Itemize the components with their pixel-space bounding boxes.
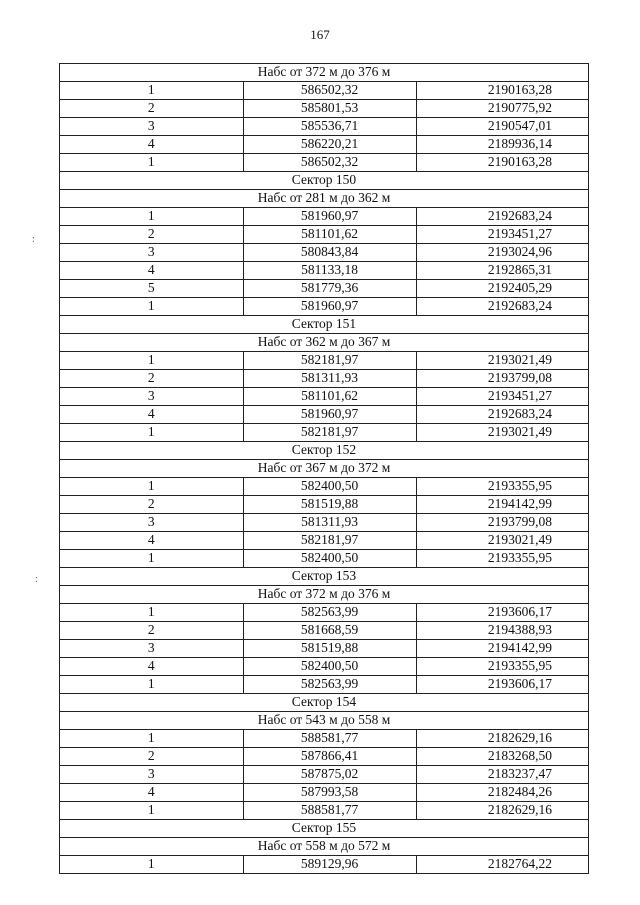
table-row — [60, 514, 589, 532]
point-number: 4 — [60, 658, 244, 676]
x-coordinate: 586502,32 — [243, 154, 416, 172]
y-coordinate: 2192865,31 — [416, 262, 588, 280]
x-coordinate: 588581,77 — [243, 802, 416, 820]
x-coordinate: 581519,88 — [243, 640, 416, 658]
point-number: 3 — [60, 766, 244, 784]
table-row — [60, 298, 589, 316]
x-coordinate: 580843,84 — [243, 244, 416, 262]
section-header-row — [60, 712, 589, 730]
y-coordinate: 2182629,16 — [416, 730, 588, 748]
table-row — [60, 748, 589, 766]
x-coordinate: 582563,99 — [243, 676, 416, 694]
table-row — [60, 352, 589, 370]
x-coordinate: 581960,97 — [243, 298, 416, 316]
x-coordinate: 581311,93 — [243, 370, 416, 388]
y-coordinate: 2193606,17 — [416, 676, 588, 694]
y-coordinate: 2189936,14 — [416, 136, 588, 154]
table-row — [60, 604, 589, 622]
coordinates-table-body — [60, 64, 589, 874]
x-coordinate: 587875,02 — [243, 766, 416, 784]
x-coordinate: 581101,62 — [243, 226, 416, 244]
table-row — [60, 280, 589, 298]
point-number: 1 — [60, 298, 244, 316]
table-row — [60, 208, 589, 226]
table-row — [60, 100, 589, 118]
table-row — [60, 406, 589, 424]
section-header-row — [60, 172, 589, 190]
y-coordinate: 2192683,24 — [416, 406, 588, 424]
x-coordinate: 581668,59 — [243, 622, 416, 640]
point-number: 2 — [60, 226, 244, 244]
section-header-row — [60, 838, 589, 856]
point-number: 1 — [60, 424, 244, 442]
table-row — [60, 550, 589, 568]
table-row — [60, 136, 589, 154]
point-number: 1 — [60, 676, 244, 694]
section-header-row — [60, 190, 589, 208]
table-row — [60, 658, 589, 676]
section-header: Набс от 372 м до 376 м — [60, 64, 589, 82]
y-coordinate: 2193355,95 — [416, 550, 588, 568]
y-coordinate: 2192405,29 — [416, 280, 588, 298]
y-coordinate: 2190163,28 — [416, 82, 588, 100]
point-number: 1 — [60, 604, 244, 622]
y-coordinate: 2192683,24 — [416, 208, 588, 226]
section-header: Набс от 558 м до 572 м — [60, 838, 589, 856]
point-number: 4 — [60, 136, 244, 154]
x-coordinate: 589129,96 — [243, 856, 416, 874]
point-number: 4 — [60, 406, 244, 424]
section-header-row — [60, 820, 589, 838]
section-header-row — [60, 586, 589, 604]
x-coordinate: 582400,50 — [243, 658, 416, 676]
y-coordinate: 2182484,26 — [416, 784, 588, 802]
section-header-row — [60, 334, 589, 352]
table-row — [60, 118, 589, 136]
section-header-row — [60, 442, 589, 460]
table-row — [60, 532, 589, 550]
table-row — [60, 784, 589, 802]
point-number: 2 — [60, 496, 244, 514]
point-number: 1 — [60, 352, 244, 370]
section-header: Набс от 543 м до 558 м — [60, 712, 589, 730]
x-coordinate: 582181,97 — [243, 532, 416, 550]
x-coordinate: 585801,53 — [243, 100, 416, 118]
section-header-row — [60, 568, 589, 586]
x-coordinate: 587866,41 — [243, 748, 416, 766]
point-number: 1 — [60, 856, 244, 874]
x-coordinate: 581101,62 — [243, 388, 416, 406]
section-header: Набс от 372 м до 376 м — [60, 586, 589, 604]
table-row — [60, 622, 589, 640]
table-row — [60, 766, 589, 784]
table-row — [60, 856, 589, 874]
x-coordinate: 581311,93 — [243, 514, 416, 532]
point-number: 5 — [60, 280, 244, 298]
y-coordinate: 2183237,47 — [416, 766, 588, 784]
table-row — [60, 262, 589, 280]
margin-mark: : — [32, 234, 35, 245]
point-number: 4 — [60, 784, 244, 802]
section-header-row — [60, 316, 589, 334]
table-row — [60, 640, 589, 658]
y-coordinate: 2193799,08 — [416, 370, 588, 388]
x-coordinate: 581779,36 — [243, 280, 416, 298]
point-number: 1 — [60, 730, 244, 748]
x-coordinate: 582400,50 — [243, 550, 416, 568]
table-row — [60, 226, 589, 244]
margin-mark: : — [35, 574, 38, 585]
table-row — [60, 82, 589, 100]
point-number: 2 — [60, 748, 244, 766]
table-row — [60, 802, 589, 820]
point-number: 4 — [60, 262, 244, 280]
y-coordinate: 2194142,99 — [416, 496, 588, 514]
y-coordinate: 2182629,16 — [416, 802, 588, 820]
table-row — [60, 478, 589, 496]
section-header: Сектор 152 — [60, 442, 589, 460]
table-row — [60, 730, 589, 748]
section-header: Набс от 362 м до 367 м — [60, 334, 589, 352]
point-number: 1 — [60, 154, 244, 172]
x-coordinate: 588581,77 — [243, 730, 416, 748]
y-coordinate: 2193355,95 — [416, 478, 588, 496]
point-number: 2 — [60, 100, 244, 118]
section-header: Набс от 367 м до 372 м — [60, 460, 589, 478]
x-coordinate: 582400,50 — [243, 478, 416, 496]
table-row — [60, 370, 589, 388]
x-coordinate: 586220,21 — [243, 136, 416, 154]
y-coordinate: 2190775,92 — [416, 100, 588, 118]
x-coordinate: 582181,97 — [243, 352, 416, 370]
x-coordinate: 582181,97 — [243, 424, 416, 442]
point-number: 3 — [60, 514, 244, 532]
table-row — [60, 424, 589, 442]
y-coordinate: 2183268,50 — [416, 748, 588, 766]
section-header-row — [60, 460, 589, 478]
point-number: 3 — [60, 640, 244, 658]
x-coordinate: 581960,97 — [243, 208, 416, 226]
x-coordinate: 582563,99 — [243, 604, 416, 622]
point-number: 3 — [60, 388, 244, 406]
y-coordinate: 2193021,49 — [416, 532, 588, 550]
point-number: 2 — [60, 622, 244, 640]
y-coordinate: 2193451,27 — [416, 388, 588, 406]
section-header: Набс от 281 м до 362 м — [60, 190, 589, 208]
y-coordinate: 2192683,24 — [416, 298, 588, 316]
x-coordinate: 587993,58 — [243, 784, 416, 802]
y-coordinate: 2182764,22 — [416, 856, 588, 874]
y-coordinate: 2193355,95 — [416, 658, 588, 676]
x-coordinate: 581960,97 — [243, 406, 416, 424]
table-row — [60, 388, 589, 406]
section-header-row — [60, 64, 589, 82]
y-coordinate: 2194142,99 — [416, 640, 588, 658]
point-number: 1 — [60, 478, 244, 496]
table-row — [60, 496, 589, 514]
x-coordinate: 585536,71 — [243, 118, 416, 136]
section-header: Сектор 155 — [60, 820, 589, 838]
section-header: Сектор 151 — [60, 316, 589, 334]
x-coordinate: 581519,88 — [243, 496, 416, 514]
y-coordinate: 2193024,96 — [416, 244, 588, 262]
point-number: 1 — [60, 208, 244, 226]
section-header: Сектор 154 — [60, 694, 589, 712]
table-row — [60, 676, 589, 694]
point-number: 1 — [60, 82, 244, 100]
section-header: Сектор 150 — [60, 172, 589, 190]
page-number: 167 — [310, 27, 330, 42]
point-number: 2 — [60, 370, 244, 388]
y-coordinate: 2193021,49 — [416, 352, 588, 370]
y-coordinate: 2193606,17 — [416, 604, 588, 622]
y-coordinate: 2190163,28 — [416, 154, 588, 172]
point-number: 3 — [60, 244, 244, 262]
point-number: 1 — [60, 550, 244, 568]
y-coordinate: 2193021,49 — [416, 424, 588, 442]
y-coordinate: 2193799,08 — [416, 514, 588, 532]
table-row — [60, 154, 589, 172]
y-coordinate: 2190547,01 — [416, 118, 588, 136]
table-row — [60, 244, 589, 262]
y-coordinate: 2194388,93 — [416, 622, 588, 640]
point-number: 4 — [60, 532, 244, 550]
x-coordinate: 581133,18 — [243, 262, 416, 280]
point-number: 1 — [60, 802, 244, 820]
coordinates-table — [59, 63, 589, 874]
x-coordinate: 586502,32 — [243, 82, 416, 100]
section-header-row — [60, 694, 589, 712]
section-header: Сектор 153 — [60, 568, 589, 586]
point-number: 3 — [60, 118, 244, 136]
y-coordinate: 2193451,27 — [416, 226, 588, 244]
